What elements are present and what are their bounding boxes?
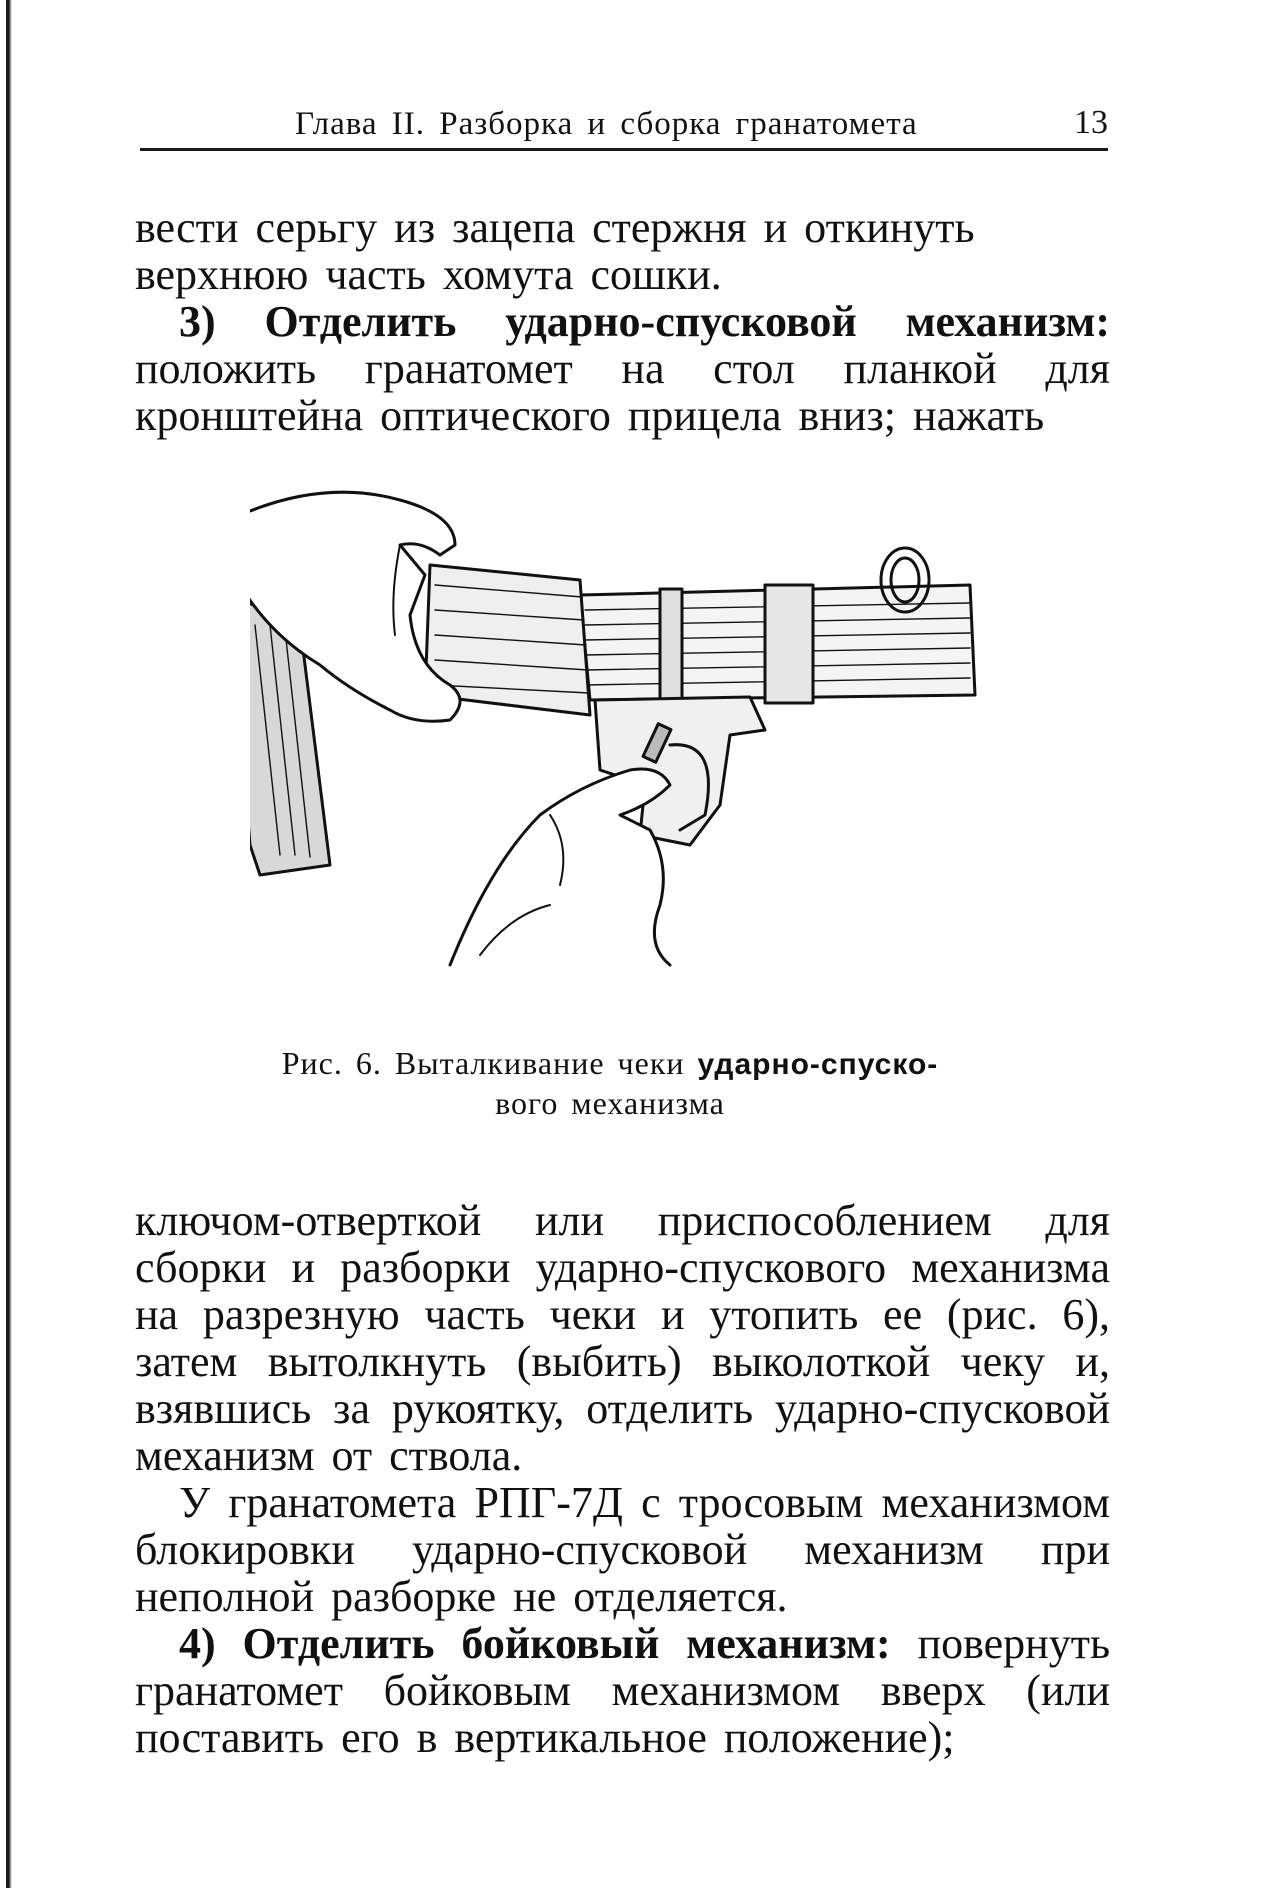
item-4-text: повернуть гранатомет бойковым механизмом вверх (или поставить его в вертикальное положение); bbox=[135, 1619, 1111, 1762]
caption-emphasis: ударно-спуско- bbox=[697, 1048, 939, 1081]
caption-text: Рис. 6. Выталкивание чеки bbox=[281, 1045, 698, 1081]
bottom-text-block bbox=[135, 1197, 1110, 1761]
text-line: вести серьгу из зацепа стержня и откинуть bbox=[135, 203, 975, 252]
paragraph-continued bbox=[135, 204, 1110, 298]
figure-caption bbox=[160, 1044, 1060, 1122]
page-binding-edge bbox=[6, 0, 12, 1888]
figure-illustration bbox=[250, 485, 980, 985]
item-4-heading: 4) Отделить бойковый механизм: bbox=[179, 1619, 891, 1668]
page-number: 13 bbox=[1074, 104, 1108, 141]
paragraph-item-4 bbox=[135, 1620, 1110, 1761]
item-3-text: положить гранатомет на стол планкой для кронштейна оптического прицела вниз; нажать bbox=[135, 344, 1110, 440]
running-header bbox=[140, 92, 1108, 151]
running-title: Глава II. Разборка и сборка гранатомета bbox=[295, 106, 918, 142]
barrel-band bbox=[660, 589, 682, 701]
paragraph-item-3 bbox=[135, 298, 1110, 439]
text-line: верхнюю часть хомута сошки. bbox=[135, 250, 722, 299]
caption-line-1 bbox=[160, 1044, 1060, 1084]
paragraph-continued: ключом-отверткой или приспособлением для сборки и разборки ударно-спускового механизма на разрезную часть чеки и утопить ее (рис. 6), затем вытолкнуть (выбить) выколоткой чеку и, взявшись за рукоятку, отделить ударно-спусковой механизм от ствола. bbox=[135, 1196, 1110, 1480]
paragraph-rpg7d-note: У гранатомета РПГ-7Д с тросовым механизмом блокировки ударно-спусковой механизм при неполной разборке не отделяется. bbox=[135, 1478, 1110, 1621]
right-hand bbox=[450, 769, 670, 965]
item-3-heading: 3) Отделить ударно-спусковой механизм: bbox=[179, 297, 1110, 346]
barrel-band bbox=[765, 585, 813, 703]
top-text-block bbox=[135, 204, 1110, 439]
caption-line-2: вого механизма bbox=[495, 1085, 725, 1121]
